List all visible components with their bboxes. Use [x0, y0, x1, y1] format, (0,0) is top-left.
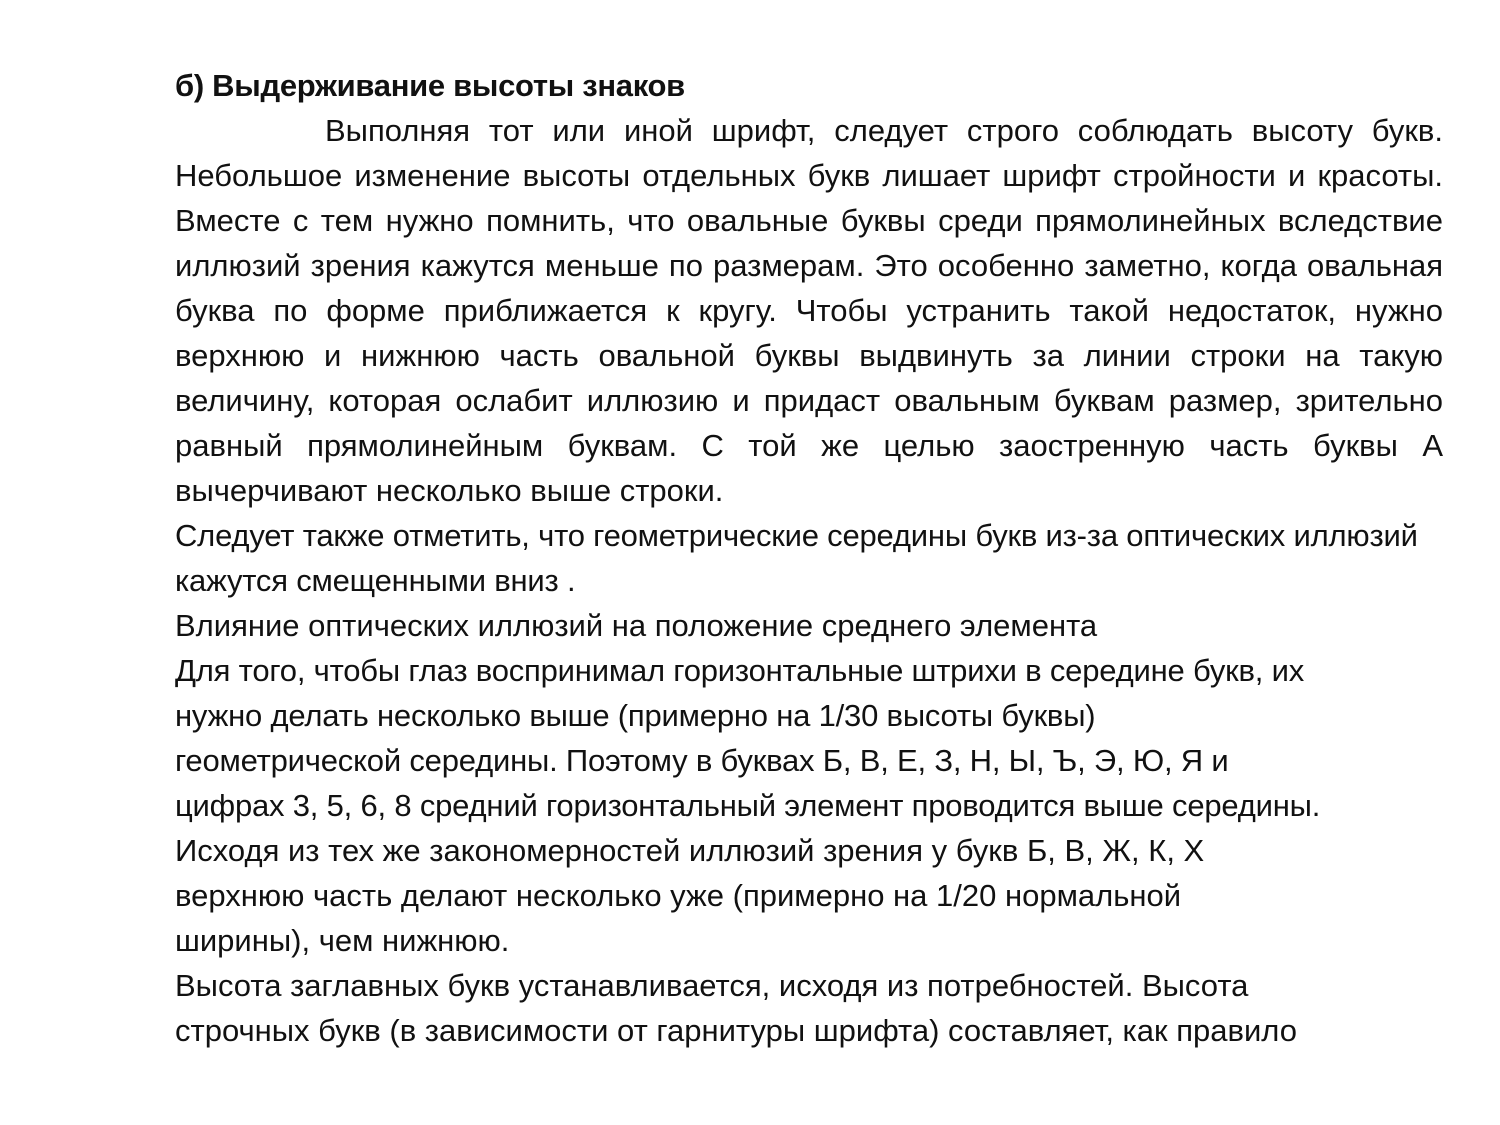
paragraph-subheading-optical: Влияние оптических иллюзий на положение среднего элемента [175, 608, 1098, 643]
paragraph-capital-height: Высота заглавных букв устанавливается, исходя из потребностей. Высота [175, 968, 1249, 1003]
paragraph-upper-part: Исходя из тех же закономерностей иллюзий зрения у букв Б, В, Ж, К, Х верхнюю часть делают несколько уже (примерно на 1/20 нормальной ширины), чем нижнюю. [175, 833, 1205, 958]
paragraph-letter-height: Выполняя тот или иной шрифт, следует строго соблюдать высоту букв. Небольшое изменение высоты отдельных букв лишает шрифт стройности и красоты. Вместе с тем нужно помнить, что овальные буквы среди прямолинейных вследствие иллюзий зрения кажутся меньше по размерам. Это особенно заметно, когда овальная буква по форме приближается к кругу. Чтобы устранить такой недостаток, нужно верхнюю и нижнюю часть овальной буквы выдвинуть за линии строки на такую величину, которая ослабит иллюзию и придаст овальным буквам размер, зрительно равный прямолинейным буквам. С той же целью заостренную часть буквы А вычерчивают несколько выше строки. [175, 113, 1443, 508]
document-page [175, 63, 1443, 1048]
paragraph-geometric-centers: Следует также отметить, что геометрические середины букв из-за оптических иллюзий кажутся смещенными вниз . [175, 518, 1418, 598]
paragraph-lowercase-height: строчных букв (в зависимости от гарнитуры шрифта) составляет, как правило [175, 1013, 1297, 1048]
paragraph-horizontal-strokes: Для того, чтобы глаз воспринимал горизонтальные штрихи в середине букв, их нужно делать несколько выше (примерно на 1/30 высоты буквы) геометрической середины. Поэтому в буквах Б, В, Е, З, Н, Ы, Ъ, Э, Ю, Я и цифрах 3, 5, 6, 8 средний горизонтальный элемент проводится выше середины. [175, 653, 1321, 823]
section-heading: б) Выдерживание высоты знаков [175, 68, 685, 103]
